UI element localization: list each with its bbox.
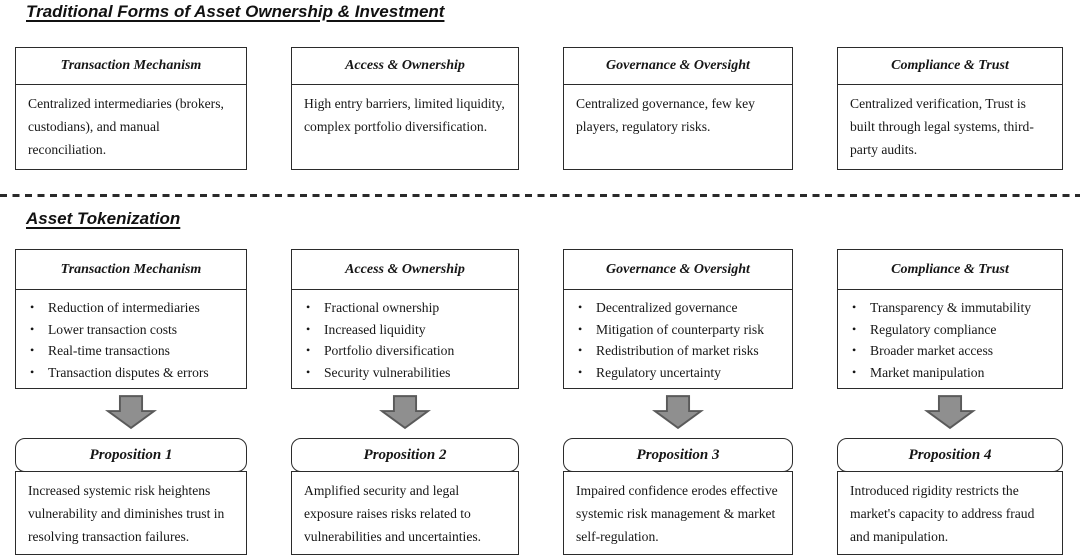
proposition-title: Proposition 1 [15,438,247,472]
proposition-body: Increased systemic risk heightens vulnerability and diminishes trust in resolving transaction failures. [15,471,247,555]
bullet-dot: • [852,364,857,379]
bullet-item: • Transparency & immutability [852,297,1058,319]
category-title: Governance & Oversight [564,250,792,290]
bullet-dot: • [852,343,857,357]
category-title: Access & Ownership [292,48,518,85]
bullet-item: • Transaction disputes & errors [30,362,242,384]
bullet-dot: • [578,321,583,336]
traditional-box-transaction-mechanism [15,47,247,170]
bullet-dot: • [578,343,583,357]
proposition-title: Proposition 4 [837,438,1063,472]
bullet-item: • Redistribution of market risks [578,340,788,362]
bullet-dot: • [30,364,35,379]
category-body: Centralized intermediaries (brokers, custodians), and manual reconciliation. [28,96,224,157]
bullet-list [16,290,246,383]
bullet-dot: • [30,343,35,357]
category-body: Centralized verification, Trust is built through legal systems, third-party audits. [850,96,1034,157]
category-title: Compliance & Trust [838,250,1062,290]
traditional-boxes-row [15,47,1063,170]
bullet-item: • Real-time transactions [30,340,242,362]
bullet-dot: • [852,321,857,336]
category-title: Transaction Mechanism [16,48,246,85]
bullet-dot: • [30,321,35,336]
category-title: Compliance & Trust [838,48,1062,85]
category-body: High entry barriers, limited liquidity, complex portfolio diversification. [304,96,505,134]
down-arrow-icon [837,394,1063,432]
arrows-row [15,394,1063,432]
bullet-item: • Fractional ownership [306,297,514,319]
proposition-body: Amplified security and legal exposure raises risks related to vulnerabilities and uncertainties. [291,471,519,555]
bullet-item: • Reduction of intermediaries [30,297,242,319]
bullet-dot: • [306,321,311,336]
bullet-dot: • [30,300,35,314]
traditional-box-access-ownership [291,47,519,170]
down-arrow-icon [15,394,247,432]
proposition-body: Impaired confidence erodes effective systemic risk management & market self-regulation. [563,471,793,555]
tokenization-box-compliance-trust [837,249,1063,389]
traditional-section-heading: Traditional Forms of Asset Ownership & Investment [26,2,445,21]
bullet-item: • Mitigation of counterparty risk [578,319,788,341]
tokenization-box-governance-oversight [563,249,793,389]
bullet-dot: • [306,343,311,357]
category-title: Transaction Mechanism [16,250,246,290]
bullet-item: • Security vulnerabilities [306,362,514,384]
proposition-3-box [563,438,793,555]
bullet-item: • Increased liquidity [306,319,514,341]
bullet-dot: • [306,300,311,314]
category-title: Access & Ownership [292,250,518,290]
bullet-dot: • [578,300,583,314]
bullet-item: • Regulatory compliance [852,319,1058,341]
proposition-title: Proposition 2 [291,438,519,472]
down-arrow-icon [291,394,519,432]
tokenization-box-access-ownership [291,249,519,389]
bullet-item: • Broader market access [852,340,1058,362]
traditional-box-compliance-trust [837,47,1063,170]
bullet-dot: • [306,364,311,379]
bullet-item: • Decentralized governance [578,297,788,319]
bullet-item: • Regulatory uncertainty [578,362,788,384]
bullet-item: • Market manipulation [852,362,1058,384]
proposition-2-box [291,438,519,555]
section-divider-dashed-line [0,194,1080,197]
bullet-list [838,290,1062,383]
proposition-body: Introduced rigidity restricts the market's capacity to address fraud and manipulation. [837,471,1063,555]
traditional-box-governance-oversight [563,47,793,170]
category-body: Centralized governance, few key players, regulatory risks. [576,96,755,134]
bullet-dot: • [578,364,583,379]
proposition-title: Proposition 3 [563,438,793,472]
propositions-row [15,438,1063,555]
tokenization-box-transaction-mechanism [15,249,247,389]
bullet-list [292,290,518,383]
category-title: Governance & Oversight [564,48,792,85]
bullet-item: • Lower transaction costs [30,319,242,341]
down-arrow-icon [563,394,793,432]
proposition-4-box [837,438,1063,555]
bullet-list [564,290,792,383]
bullet-item: • Portfolio diversification [306,340,514,362]
tokenization-boxes-row [15,249,1063,389]
proposition-1-box [15,438,247,555]
tokenization-section-heading: Asset Tokenization [26,209,181,228]
bullet-dot: • [852,300,857,314]
